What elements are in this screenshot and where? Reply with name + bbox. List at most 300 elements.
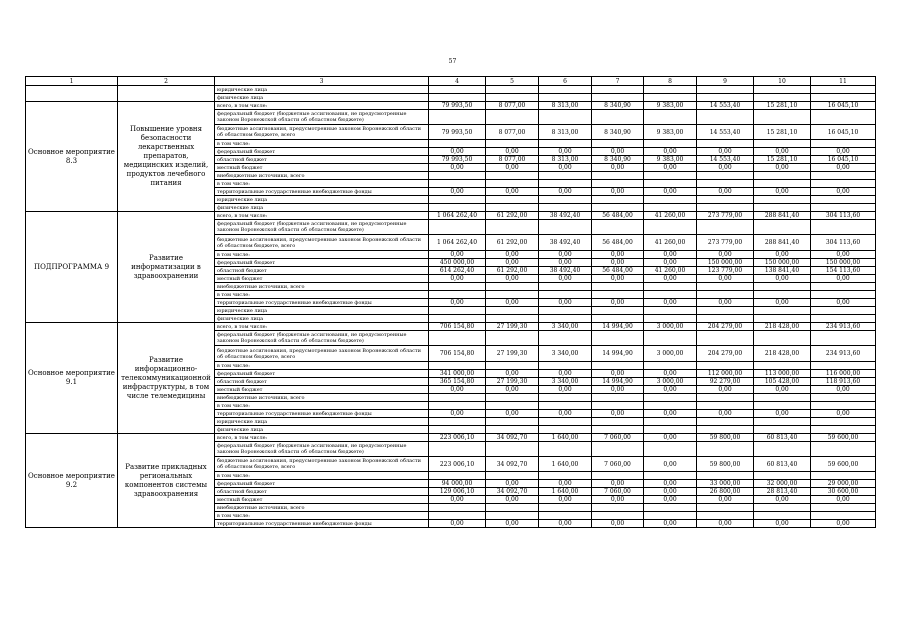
- header-cell: 5: [486, 77, 539, 86]
- amount-cell: [429, 94, 486, 102]
- amount-cell: [592, 180, 644, 188]
- amount-cell: 0,00: [486, 370, 539, 378]
- amount-cell: [754, 315, 811, 323]
- amount-cell: 0,00: [429, 496, 486, 504]
- amount-cell: 0,00: [811, 386, 876, 394]
- amount-cell: 0,00: [644, 520, 697, 528]
- amount-cell: 0,00: [592, 410, 644, 418]
- amount-cell: [592, 140, 644, 148]
- amount-cell: 3 000,00: [644, 346, 697, 362]
- funding-source-cell: территориальные государственные внебюджетные фонды: [215, 188, 429, 196]
- amount-cell: [644, 110, 697, 125]
- amount-cell: 94 000,00: [429, 480, 486, 488]
- amount-cell: 8 313,00: [539, 125, 592, 140]
- amount-cell: 706 154,80: [429, 346, 486, 362]
- funding-source-cell: областной бюджет: [215, 156, 429, 164]
- amount-cell: 218 428,00: [754, 323, 811, 331]
- amount-cell: 34 092,70: [486, 434, 539, 442]
- amount-cell: 0,00: [754, 299, 811, 307]
- header-cell: 9: [697, 77, 754, 86]
- amount-cell: [811, 283, 876, 291]
- amount-cell: 0,00: [592, 299, 644, 307]
- amount-cell: 0,00: [486, 188, 539, 196]
- funding-source-cell: в том числе:: [215, 472, 429, 480]
- header-cell: 10: [754, 77, 811, 86]
- amount-cell: [486, 426, 539, 434]
- amount-cell: [697, 283, 754, 291]
- funding-source-cell: всего, в том числе:: [215, 434, 429, 442]
- amount-cell: [539, 402, 592, 410]
- amount-cell: 0,00: [644, 299, 697, 307]
- amount-cell: [486, 307, 539, 315]
- amount-cell: 59 800,00: [697, 457, 754, 472]
- amount-cell: 0,00: [539, 496, 592, 504]
- amount-cell: [697, 307, 754, 315]
- amount-cell: 3 340,00: [539, 346, 592, 362]
- funding-source-cell: бюджетные ассигнования, предусмотренные законом Воронежской области об областном бюджете, всего: [215, 346, 429, 362]
- amount-cell: [811, 291, 876, 299]
- amount-cell: [486, 180, 539, 188]
- amount-cell: 218 428,00: [754, 346, 811, 362]
- amount-cell: [429, 307, 486, 315]
- funding-source-cell: внебюджетные источники, всего: [215, 394, 429, 402]
- amount-cell: [697, 442, 754, 457]
- amount-cell: [754, 512, 811, 520]
- amount-cell: 14 553,40: [697, 156, 754, 164]
- funding-source-cell: всего, в том числе:: [215, 212, 429, 220]
- amount-cell: 112 000,00: [697, 370, 754, 378]
- header-cell: 1: [26, 77, 118, 86]
- amount-cell: 59 800,00: [697, 434, 754, 442]
- amount-cell: 0,00: [592, 386, 644, 394]
- funding-source-cell: в том числе:: [215, 140, 429, 148]
- amount-cell: 38 492,40: [539, 212, 592, 220]
- funding-source-cell: юридические лица: [215, 418, 429, 426]
- amount-cell: [754, 394, 811, 402]
- amount-cell: [539, 331, 592, 346]
- amount-cell: 7 060,00: [592, 457, 644, 472]
- amount-cell: 0,00: [644, 259, 697, 267]
- amount-cell: [592, 220, 644, 235]
- funding-source-cell: федеральный бюджет: [215, 259, 429, 267]
- amount-cell: [592, 110, 644, 125]
- amount-cell: 41 260,00: [644, 267, 697, 275]
- header-cell: 8: [644, 77, 697, 86]
- amount-cell: 0,00: [644, 164, 697, 172]
- amount-cell: [486, 504, 539, 512]
- amount-cell: 0,00: [486, 299, 539, 307]
- amount-cell: [754, 172, 811, 180]
- amount-cell: [644, 220, 697, 235]
- section-title-cell: Основное мероприятие 9.2: [26, 434, 118, 528]
- amount-cell: 0,00: [539, 520, 592, 528]
- amount-cell: 288 841,40: [754, 235, 811, 251]
- amount-cell: [592, 426, 644, 434]
- amount-cell: 0,00: [697, 496, 754, 504]
- amount-cell: [539, 94, 592, 102]
- amount-cell: 0,00: [697, 299, 754, 307]
- funding-source-cell: в том числе:: [215, 512, 429, 520]
- funding-source-cell: областной бюджет: [215, 488, 429, 496]
- amount-cell: [592, 283, 644, 291]
- amount-cell: 15 281,10: [754, 125, 811, 140]
- amount-cell: 365 154,80: [429, 378, 486, 386]
- amount-cell: 0,00: [697, 164, 754, 172]
- amount-cell: 0,00: [644, 480, 697, 488]
- header-cell: 2: [118, 77, 215, 86]
- funding-source-cell: юридические лица: [215, 196, 429, 204]
- amount-cell: [754, 204, 811, 212]
- amount-cell: [644, 402, 697, 410]
- amount-cell: 0,00: [644, 434, 697, 442]
- amount-cell: [811, 472, 876, 480]
- section-title-cell: ПОДПРОГРАММА 9: [26, 212, 118, 323]
- amount-cell: 3 340,00: [539, 378, 592, 386]
- amount-cell: [754, 472, 811, 480]
- funding-source-cell: юридические лица: [215, 307, 429, 315]
- header-row: [26, 77, 876, 86]
- amount-cell: 0,00: [539, 299, 592, 307]
- funding-source-cell: федеральный бюджет (бюджетные ассигнования, не предусмотренные законом Воронежской области об областном бюджете): [215, 331, 429, 346]
- amount-cell: 118 913,60: [811, 378, 876, 386]
- amount-cell: 1 640,00: [539, 488, 592, 496]
- amount-cell: 7 060,00: [592, 434, 644, 442]
- amount-cell: [697, 110, 754, 125]
- amount-cell: 3 340,00: [539, 323, 592, 331]
- amount-cell: [644, 196, 697, 204]
- amount-cell: 0,00: [429, 410, 486, 418]
- amount-cell: [539, 418, 592, 426]
- amount-cell: 0,00: [539, 188, 592, 196]
- amount-cell: 27 199,30: [486, 346, 539, 362]
- amount-cell: 0,00: [811, 148, 876, 156]
- amount-cell: 0,00: [697, 520, 754, 528]
- amount-cell: [429, 196, 486, 204]
- amount-cell: 38 492,40: [539, 235, 592, 251]
- amount-cell: [811, 86, 876, 94]
- amount-cell: [697, 196, 754, 204]
- amount-cell: 0,00: [754, 148, 811, 156]
- amount-cell: [486, 172, 539, 180]
- amount-cell: 105 428,00: [754, 378, 811, 386]
- amount-cell: [811, 504, 876, 512]
- funding-source-cell: областной бюджет: [215, 378, 429, 386]
- amount-cell: [811, 418, 876, 426]
- amount-cell: [811, 362, 876, 370]
- amount-cell: 38 492,40: [539, 267, 592, 275]
- funding-source-cell: физические лица: [215, 426, 429, 434]
- amount-cell: [754, 331, 811, 346]
- amount-cell: 79 993,50: [429, 102, 486, 110]
- amount-cell: [697, 291, 754, 299]
- amount-cell: 204 279,00: [697, 346, 754, 362]
- amount-cell: 0,00: [644, 251, 697, 259]
- amount-cell: 61 292,00: [486, 267, 539, 275]
- amount-cell: 0,00: [429, 188, 486, 196]
- amount-cell: [539, 172, 592, 180]
- amount-cell: 1 640,00: [539, 434, 592, 442]
- amount-cell: 234 913,60: [811, 346, 876, 362]
- amount-cell: [486, 204, 539, 212]
- amount-cell: [811, 220, 876, 235]
- amount-cell: [539, 394, 592, 402]
- funding-source-cell: внебюджетные источники, всего: [215, 283, 429, 291]
- amount-cell: 0,00: [539, 148, 592, 156]
- amount-cell: [697, 426, 754, 434]
- amount-cell: 0,00: [697, 410, 754, 418]
- amount-cell: 0,00: [644, 275, 697, 283]
- funding-source-cell: местный бюджет: [215, 275, 429, 283]
- amount-cell: 116 000,00: [811, 370, 876, 378]
- funding-source-cell: в том числе:: [215, 362, 429, 370]
- amount-cell: [754, 307, 811, 315]
- amount-cell: 0,00: [486, 520, 539, 528]
- amount-cell: [644, 140, 697, 148]
- amount-cell: 0,00: [811, 164, 876, 172]
- amount-cell: 9 383,00: [644, 156, 697, 164]
- amount-cell: 1 064 262,40: [429, 212, 486, 220]
- amount-cell: [811, 315, 876, 323]
- funding-source-cell: бюджетные ассигнования, предусмотренные законом Воронежской области об областном бюджете, всего: [215, 125, 429, 140]
- amount-cell: [592, 315, 644, 323]
- amount-cell: [644, 426, 697, 434]
- amount-cell: 33 000,00: [697, 480, 754, 488]
- amount-cell: [754, 180, 811, 188]
- amount-cell: [486, 402, 539, 410]
- amount-cell: [754, 442, 811, 457]
- amount-cell: [697, 86, 754, 94]
- funding-source-cell: федеральный бюджет: [215, 480, 429, 488]
- amount-cell: [697, 472, 754, 480]
- amount-cell: [644, 362, 697, 370]
- amount-cell: [811, 140, 876, 148]
- amount-cell: 27 199,30: [486, 378, 539, 386]
- amount-cell: 0,00: [539, 275, 592, 283]
- amount-cell: [429, 172, 486, 180]
- amount-cell: 92 279,00: [697, 378, 754, 386]
- amount-cell: [539, 180, 592, 188]
- amount-cell: [429, 472, 486, 480]
- amount-cell: [697, 504, 754, 512]
- amount-cell: [644, 94, 697, 102]
- amount-cell: [539, 315, 592, 323]
- section-description-cell: Развитие прикладных региональных компонентов системы здравоохранения: [118, 434, 215, 528]
- amount-cell: 0,00: [592, 496, 644, 504]
- amount-cell: 34 092,70: [486, 488, 539, 496]
- amount-cell: [486, 394, 539, 402]
- header-cell: 3: [215, 77, 429, 86]
- amount-cell: [429, 86, 486, 94]
- amount-cell: [486, 315, 539, 323]
- amount-cell: [811, 442, 876, 457]
- amount-cell: 0,00: [754, 496, 811, 504]
- amount-cell: [486, 442, 539, 457]
- amount-cell: [644, 307, 697, 315]
- amount-cell: [644, 86, 697, 94]
- amount-cell: [592, 196, 644, 204]
- amount-cell: 15 281,10: [754, 102, 811, 110]
- amount-cell: 9 383,00: [644, 102, 697, 110]
- amount-cell: [592, 94, 644, 102]
- budget-table: [25, 76, 876, 528]
- amount-cell: 0,00: [811, 496, 876, 504]
- funding-source-cell: федеральный бюджет: [215, 148, 429, 156]
- amount-cell: [754, 140, 811, 148]
- table-row: [26, 212, 876, 220]
- amount-cell: [592, 204, 644, 212]
- table-row: [26, 323, 876, 331]
- amount-cell: 223 006,10: [429, 457, 486, 472]
- header-cell: 6: [539, 77, 592, 86]
- amount-cell: [539, 283, 592, 291]
- amount-cell: [429, 418, 486, 426]
- amount-cell: 8 313,00: [539, 102, 592, 110]
- amount-cell: [429, 283, 486, 291]
- amount-cell: 14 994,90: [592, 346, 644, 362]
- amount-cell: [486, 283, 539, 291]
- amount-cell: 0,00: [486, 480, 539, 488]
- amount-cell: 123 779,00: [697, 267, 754, 275]
- amount-cell: [592, 472, 644, 480]
- amount-cell: 14 553,40: [697, 125, 754, 140]
- amount-cell: 0,00: [754, 251, 811, 259]
- funding-source-cell: физические лица: [215, 204, 429, 212]
- amount-cell: 0,00: [811, 188, 876, 196]
- amount-cell: 0,00: [592, 275, 644, 283]
- amount-cell: 341 000,00: [429, 370, 486, 378]
- amount-cell: 0,00: [754, 410, 811, 418]
- amount-cell: 0,00: [644, 488, 697, 496]
- amount-cell: 0,00: [429, 386, 486, 394]
- amount-cell: 0,00: [486, 259, 539, 267]
- amount-cell: [644, 204, 697, 212]
- amount-cell: [429, 512, 486, 520]
- amount-cell: 0,00: [644, 148, 697, 156]
- amount-cell: 0,00: [754, 386, 811, 394]
- amount-cell: 8 340,90: [592, 156, 644, 164]
- amount-cell: 0,00: [486, 251, 539, 259]
- amount-cell: [811, 204, 876, 212]
- amount-cell: [697, 204, 754, 212]
- amount-cell: 0,00: [539, 410, 592, 418]
- funding-source-cell: местный бюджет: [215, 386, 429, 394]
- amount-cell: 0,00: [644, 386, 697, 394]
- amount-cell: [754, 418, 811, 426]
- funding-source-cell: бюджетные ассигнования, предусмотренные законом Воронежской области об областном бюджете, всего: [215, 457, 429, 472]
- amount-cell: 59 600,00: [811, 434, 876, 442]
- funding-source-cell: в том числе:: [215, 251, 429, 259]
- funding-source-cell: в том числе:: [215, 180, 429, 188]
- amount-cell: [592, 362, 644, 370]
- header-cell: 7: [592, 77, 644, 86]
- amount-cell: [539, 442, 592, 457]
- amount-cell: 15 281,10: [754, 156, 811, 164]
- amount-cell: [429, 504, 486, 512]
- amount-cell: 0,00: [486, 148, 539, 156]
- amount-cell: 8 340,90: [592, 125, 644, 140]
- amount-cell: [486, 140, 539, 148]
- amount-cell: 0,00: [486, 386, 539, 394]
- amount-cell: [486, 418, 539, 426]
- amount-cell: 0,00: [754, 275, 811, 283]
- amount-cell: [644, 180, 697, 188]
- funding-source-cell: всего, в том числе:: [215, 323, 429, 331]
- amount-cell: 273 779,00: [697, 235, 754, 251]
- amount-cell: 16 045,10: [811, 156, 876, 164]
- amount-cell: 0,00: [486, 496, 539, 504]
- amount-cell: 0,00: [592, 251, 644, 259]
- funding-source-cell: местный бюджет: [215, 164, 429, 172]
- amount-cell: [539, 426, 592, 434]
- amount-cell: [811, 331, 876, 346]
- amount-cell: 0,00: [644, 370, 697, 378]
- amount-cell: [486, 220, 539, 235]
- section-title-cell: Основное мероприятие 8.3: [26, 102, 118, 212]
- amount-cell: [429, 140, 486, 148]
- page-number: 57: [448, 58, 457, 65]
- amount-cell: [539, 504, 592, 512]
- amount-cell: 79 993,50: [429, 125, 486, 140]
- amount-cell: 8 077,00: [486, 102, 539, 110]
- amount-cell: 0,00: [754, 188, 811, 196]
- funding-source-cell: местный бюджет: [215, 496, 429, 504]
- amount-cell: 0,00: [429, 520, 486, 528]
- amount-cell: 32 000,00: [754, 480, 811, 488]
- section-title-cell: [26, 86, 118, 102]
- funding-source-cell: юридические лица: [215, 86, 429, 94]
- funding-source-cell: территориальные государственные внебюджетные фонды: [215, 410, 429, 418]
- amount-cell: [429, 110, 486, 125]
- amount-cell: 0,00: [644, 496, 697, 504]
- amount-cell: 223 006,10: [429, 434, 486, 442]
- amount-cell: [644, 472, 697, 480]
- section-title-cell: Основное мероприятие 9.1: [26, 323, 118, 434]
- amount-cell: 8 313,00: [539, 156, 592, 164]
- amount-cell: 0,00: [429, 275, 486, 283]
- amount-cell: 0,00: [429, 251, 486, 259]
- amount-cell: 8 340,90: [592, 102, 644, 110]
- amount-cell: [811, 180, 876, 188]
- amount-cell: [697, 180, 754, 188]
- amount-cell: 0,00: [644, 410, 697, 418]
- amount-cell: [697, 94, 754, 102]
- amount-cell: 8 077,00: [486, 156, 539, 164]
- amount-cell: 234 913,60: [811, 323, 876, 331]
- amount-cell: [754, 196, 811, 204]
- amount-cell: [811, 196, 876, 204]
- amount-cell: 0,00: [429, 164, 486, 172]
- funding-source-cell: внебюджетные источники, всего: [215, 504, 429, 512]
- amount-cell: 0,00: [697, 188, 754, 196]
- amount-cell: 34 092,70: [486, 457, 539, 472]
- amount-cell: 28 813,40: [754, 488, 811, 496]
- amount-cell: 56 484,00: [592, 212, 644, 220]
- amount-cell: 0,00: [697, 386, 754, 394]
- amount-cell: 614 262,40: [429, 267, 486, 275]
- amount-cell: [592, 172, 644, 180]
- amount-cell: [592, 331, 644, 346]
- amount-cell: [697, 402, 754, 410]
- funding-source-cell: областной бюджет: [215, 267, 429, 275]
- amount-cell: 304 113,60: [811, 212, 876, 220]
- amount-cell: [697, 315, 754, 323]
- amount-cell: 0,00: [486, 275, 539, 283]
- amount-cell: [539, 472, 592, 480]
- amount-cell: [486, 291, 539, 299]
- amount-cell: 30 600,00: [811, 488, 876, 496]
- amount-cell: [539, 110, 592, 125]
- amount-cell: 56 484,00: [592, 235, 644, 251]
